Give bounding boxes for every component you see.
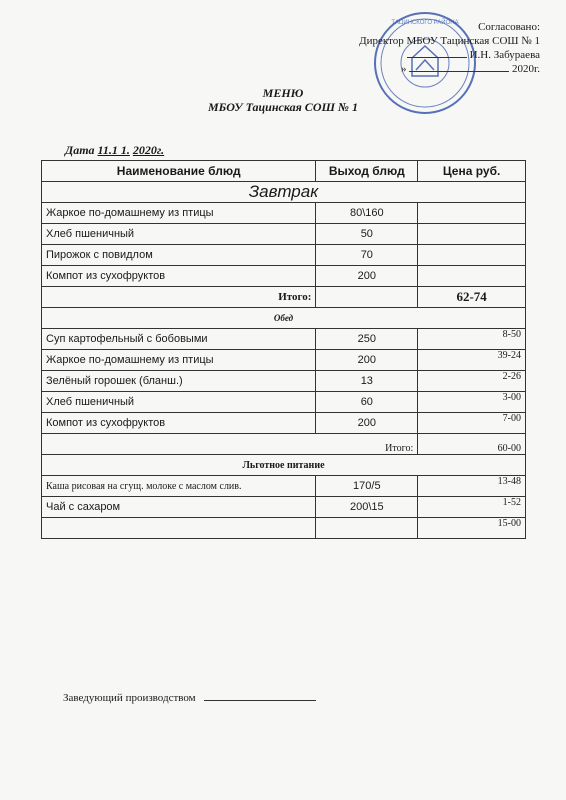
date-year: 2020г. [132,143,165,157]
date-value: 11.1 1. [97,143,130,157]
dish-name: Каша рисовая на сгущ. молоке с маслом слив. [42,476,316,497]
approval-signature-line [359,48,540,62]
dish-output: 13 [316,371,418,392]
dish-output: 170/5 [316,476,418,497]
dish-name: Жаркое по-домашнему из птицы [42,350,316,371]
dish-name: Хлеб пшеничный [42,392,316,413]
total-label: Итого: [42,287,316,308]
column-header-price: Цена руб. [418,161,526,182]
dish-name: Жаркое по-домашнему из птицы [42,203,316,224]
breakfast-total-value: 62-74 [418,287,526,308]
section-lgot [42,455,526,476]
empty-cell [316,518,418,539]
dish-name: Суп картофельный с бобовыми [42,329,316,350]
lunch-total-row [42,434,526,455]
dish-price [418,266,526,287]
approval-heading: Согласовано: [478,21,540,33]
school-name: МБОУ Тацинская СОШ № 1 [208,100,358,114]
approval-date-line [359,62,540,76]
dish-name: Зелёный горошек (бланш.) [42,371,316,392]
table-row [42,413,526,434]
column-header-output: Выход блюд [316,161,418,182]
dish-output: 200\15 [316,497,418,518]
table-row [42,245,526,266]
column-header-dish: Наименование блюд [42,161,316,182]
approval-director-name: И.Н. Забураева [469,49,540,61]
svg-text:ТАЦИНСКОГО РАЙОНА: ТАЦИНСКОГО РАЙОНА [391,20,459,26]
dish-output: 70 [316,245,418,266]
dish-price: 39-24 [418,350,526,371]
dish-price: 2-26 [418,371,526,392]
date-line [65,143,164,158]
table-row [42,329,526,350]
table-row [42,476,526,497]
dish-price: 13-48 [418,476,526,497]
dish-name: Чай с сахаром [42,497,316,518]
dish-price: 1-52 [418,497,526,518]
date-label: Дата [65,143,95,157]
dish-output: 60 [316,392,418,413]
section-title-breakfast: Завтрак [42,182,526,203]
section-lunch [42,308,526,329]
footer-signature [63,692,316,704]
menu-heading: МЕНЮ [262,86,304,100]
dish-price: 3-00 [418,392,526,413]
dish-output: 80\160 [316,203,418,224]
section-title-lunch: Обед [42,308,526,329]
table-row [42,266,526,287]
dish-name: Хлеб пшеничный [42,224,316,245]
approval-year: 2020г. [511,63,540,75]
menu-title [0,86,566,114]
table-row [42,203,526,224]
dish-output: 200 [316,413,418,434]
total-empty-cell [316,287,418,308]
dish-output: 50 [316,224,418,245]
dish-output: 200 [316,350,418,371]
footer-label: Заведующий производством [63,692,196,704]
lunch-total-value: 60-00 [418,434,526,455]
dish-price [418,203,526,224]
table-header-row [42,161,526,182]
table-row [42,392,526,413]
dish-price: 8-50 [418,329,526,350]
dish-output: 250 [316,329,418,350]
approval-quote: » [400,63,407,75]
total-label: Итого: [42,434,418,455]
signature-line [204,700,316,701]
approval-position: Директор МБОУ Тацинская СОШ № 1 [359,35,540,47]
dish-name: Компот из сухофруктов [42,413,316,434]
dish-price [418,245,526,266]
approval-block [359,20,540,76]
dish-output: 200 [316,266,418,287]
lgot-total-row [42,518,526,539]
dish-name: Пирожок с повидлом [42,245,316,266]
table-row [42,497,526,518]
dish-price: 7-00 [418,413,526,434]
table-row [42,224,526,245]
section-title-lgot: Льготное питание [42,455,526,476]
dish-name: Компот из сухофруктов [42,266,316,287]
dish-price [418,224,526,245]
lgot-total-value: 15-00 [418,518,526,539]
menu-table [41,160,526,539]
table-row [42,371,526,392]
breakfast-total-row [42,287,526,308]
table-row [42,350,526,371]
empty-cell [42,518,316,539]
section-breakfast [42,182,526,203]
